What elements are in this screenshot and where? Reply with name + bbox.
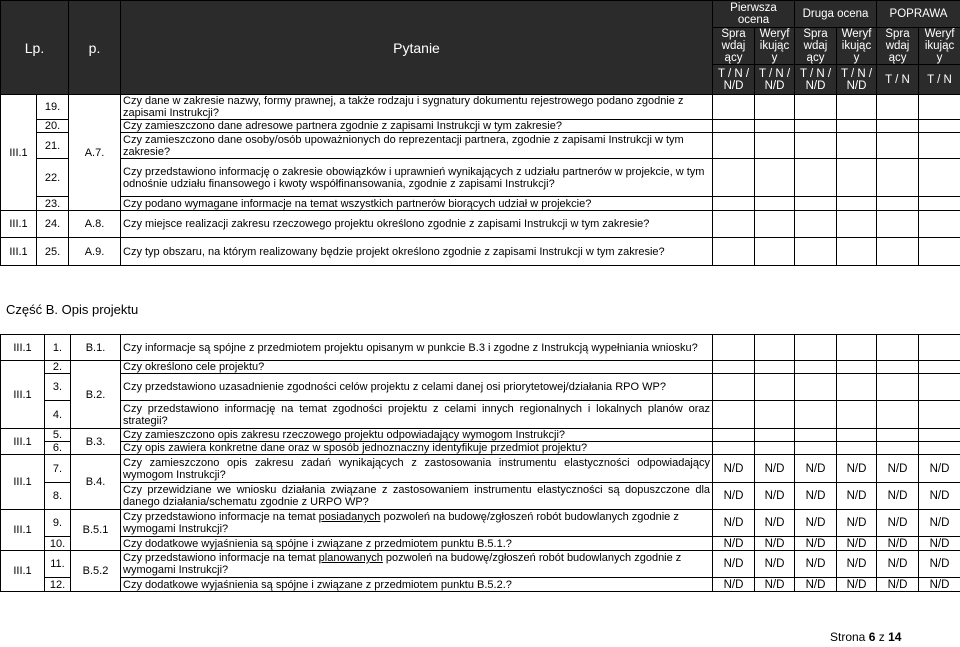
nd-value: N/D: [713, 537, 755, 551]
row-number: 19.: [37, 95, 69, 120]
row-number: 21.: [37, 133, 69, 159]
question-text: Czy przedstawiono informacje na temat planowanych pozwoleń na budowę/zgłoszeń robót budowlanych zgodnie z wymogami Instrukcji?: [121, 551, 713, 578]
row-number: 6.: [45, 442, 71, 455]
table-row: [1, 374, 960, 401]
page-number: Strona 6 z 14: [830, 630, 902, 644]
table-row: [1, 211, 960, 238]
nd-value: N/D: [755, 483, 795, 510]
table-row: [1, 133, 960, 159]
question-text: Czy opis zawiera konkretne dane oraz w sposób jednoznaczny identyfikuje przedmiot projektu?: [121, 442, 713, 455]
point-cell: A.7.: [69, 95, 121, 211]
point-cell: A.8.: [69, 211, 121, 238]
header-tn-nd-2: T / N / N/D: [755, 65, 795, 95]
nd-value: N/D: [795, 551, 837, 578]
table-row: [1, 483, 960, 510]
header-tn-nd-4: T / N / N/D: [837, 65, 877, 95]
nd-value: N/D: [877, 551, 919, 578]
header-tn-1: T / N: [877, 65, 919, 95]
group-cell: III.1: [1, 455, 45, 510]
nd-value: N/D: [795, 483, 837, 510]
header-verifier-2: Weryf ikując y: [837, 28, 877, 65]
section-title: Część B. Opis projektu: [6, 302, 139, 317]
point-cell: B.4.: [71, 455, 121, 510]
header-verifier-1: Weryf ikując y: [755, 28, 795, 65]
nd-value: N/D: [919, 483, 960, 510]
nd-value: N/D: [919, 510, 960, 537]
row-number: 4.: [45, 401, 71, 429]
header-second-rating: Druga ocena: [795, 1, 877, 28]
point-cell: B.2.: [71, 361, 121, 429]
point-cell: B.1.: [71, 335, 121, 361]
nd-value: N/D: [795, 455, 837, 483]
row-number: 20.: [37, 120, 69, 133]
row-number: 24.: [37, 211, 69, 238]
underlined-keyword: planowanych: [318, 552, 383, 564]
question-text: Czy dane w zakresie nazwy, formy prawnej, a także rodzaju i sygnatury dokumentu rejestrowego podano zgodnie z zapisami Instrukcji?: [121, 95, 713, 120]
nd-value: N/D: [795, 510, 837, 537]
nd-value: N/D: [877, 510, 919, 537]
row-number: 25.: [37, 238, 69, 266]
group-cell: III.1: [1, 95, 37, 211]
nd-value: N/D: [713, 551, 755, 578]
question-text: Czy dodatkowe wyjaśnienia są spójne i związane z przedmiotem punktu B.5.2.?: [121, 578, 713, 592]
nd-value: N/D: [713, 455, 755, 483]
row-number: 22.: [37, 159, 69, 197]
header-first-rating: Pierwsza ocena: [713, 1, 795, 28]
table-row: [1, 578, 960, 592]
table-row: [1, 95, 960, 120]
row-number: 2.: [45, 361, 71, 374]
question-text: Czy przewidziane we wniosku działania związane z zastosowaniem instrumentu elastyczności są dopuszczone dla danego działania/schematu zgodnie z URPO WP?: [121, 483, 713, 510]
table-row: [1, 159, 960, 197]
point-cell: A.9.: [69, 238, 121, 266]
table-row: [1, 120, 960, 133]
nd-value: N/D: [713, 578, 755, 592]
header-checker-1: Spra wdaj ący: [713, 28, 755, 65]
table-row: [1, 455, 960, 483]
nd-value: N/D: [755, 551, 795, 578]
header-tn-nd-1: T / N / N/D: [713, 65, 755, 95]
group-cell: III.1: [1, 361, 45, 429]
nd-value: N/D: [837, 578, 877, 592]
nd-value: N/D: [755, 537, 795, 551]
row-number: 9.: [45, 510, 71, 537]
nd-value: N/D: [837, 537, 877, 551]
nd-value: N/D: [795, 578, 837, 592]
group-cell: III.1: [1, 211, 37, 238]
group-cell: III.1: [1, 238, 37, 266]
row-number: 10.: [45, 537, 71, 551]
nd-value: N/D: [877, 537, 919, 551]
question-text: Czy zamieszczono opis zakresu rzeczowego projektu odpowiadający wymogom Instrukcji?: [121, 429, 713, 442]
checklist-table-a: [0, 0, 960, 266]
header-p: p.: [69, 1, 121, 95]
question-text: Czy miejsce realizacji zakresu rzeczowego projektu określono zgodnie z zapisami Instrukcji w tym zakresie?: [121, 211, 713, 238]
nd-value: N/D: [919, 578, 960, 592]
nd-value: N/D: [877, 455, 919, 483]
header-question: Pytanie: [121, 1, 713, 95]
table-row: [1, 197, 960, 211]
group-cell: III.1: [1, 335, 45, 361]
point-cell: B.5.1: [71, 510, 121, 551]
header-correction: POPRAWA: [877, 1, 960, 28]
header-checker-3: Spra wdaj ący: [877, 28, 919, 65]
table-row: [1, 401, 960, 429]
point-cell: B.3.: [71, 429, 121, 455]
row-number: 8.: [45, 483, 71, 510]
question-text: Czy dodatkowe wyjaśnienia są spójne i związane z przedmiotem punktu B.5.1.?: [121, 537, 713, 551]
nd-value: N/D: [837, 510, 877, 537]
question-text: Czy zamieszczono dane adresowe partnera zgodnie z zapisami Instrukcji w tym zakresie?: [121, 120, 713, 133]
question-text: Czy przedstawiono informacje na temat posiadanych pozwoleń na budowę/zgłoszeń robót budowlanych zgodnie z wymogami Instrukcji?: [121, 510, 713, 537]
group-cell: III.1: [1, 429, 45, 455]
nd-value: N/D: [877, 578, 919, 592]
nd-value: N/D: [877, 483, 919, 510]
question-text: Czy przedstawiono informację o zakresie obowiązków i uprawnień wynikających z udziału partnerów w projekcie, w tym odnośnie udziału finansowego i kwoty współfinansowania, zgodnie z zapisami Instrukcji?: [121, 159, 713, 197]
nd-value: N/D: [919, 551, 960, 578]
point-cell: B.5.2: [71, 551, 121, 592]
row-number: 1.: [45, 335, 71, 361]
nd-value: N/D: [919, 537, 960, 551]
table-row: [1, 510, 960, 537]
table-row: [1, 442, 960, 455]
current-page: 6: [868, 630, 876, 644]
nd-value: N/D: [713, 483, 755, 510]
total-pages: 14: [888, 630, 902, 644]
question-text: Czy zamieszczono opis zakresu zadań wynikających z zastosowania instrumentu elastyczności odpowiadający wymogom Instrukcji?: [121, 455, 713, 483]
table-row: [1, 238, 960, 266]
nd-value: N/D: [755, 455, 795, 483]
nd-value: N/D: [795, 537, 837, 551]
row-number: 3.: [45, 374, 71, 401]
nd-value: N/D: [755, 510, 795, 537]
table-row: [1, 429, 960, 442]
question-text: Czy informacje są spójne z przedmiotem projektu opisanym w punkcie B.3 i zgodne z Instrukcją wypełniania wniosku?: [121, 335, 713, 361]
group-cell: III.1: [1, 551, 45, 592]
group-cell: III.1: [1, 510, 45, 551]
question-text: Czy typ obszaru, na którym realizowany będzie projekt określono zgodnie z zapisami Instrukcji w tym zakresie?: [121, 238, 713, 266]
question-text: Czy przedstawiono uzasadnienie zgodności celów projektu z celami danej osi priorytetowej/działania RPO WP?: [121, 374, 713, 401]
checklist-table-b: [0, 334, 960, 592]
header-tn-2: T / N: [919, 65, 960, 95]
underlined-keyword: posiadanych: [318, 511, 381, 523]
table-row: [1, 537, 960, 551]
table-row: [1, 551, 960, 578]
question-text: Czy zamieszczono dane osoby/osób upoważnionych do reprezentacji partnera, zgodnie z zapisami Instrukcji w tym zakresie?: [121, 133, 713, 159]
row-number: 5.: [45, 429, 71, 442]
row-number: 23.: [37, 197, 69, 211]
nd-value: N/D: [837, 455, 877, 483]
header-tn-nd-3: T / N / N/D: [795, 65, 837, 95]
nd-value: N/D: [837, 551, 877, 578]
question-text: Czy przedstawiono informację na temat zgodności projektu z celami innych regionalnych i lokalnych planów oraz strategii?: [121, 401, 713, 429]
question-text: Czy określono cele projektu?: [121, 361, 713, 374]
nd-value: N/D: [919, 455, 960, 483]
nd-value: N/D: [837, 483, 877, 510]
header-verifier-3: Weryf ikując y: [919, 28, 960, 65]
row-number: 11.: [45, 551, 71, 578]
row-number: 7.: [45, 455, 71, 483]
question-text: Czy podano wymagane informacje na temat wszystkich partnerów biorących udział w projekcie?: [121, 197, 713, 211]
row-number: 12.: [45, 578, 71, 592]
nd-value: N/D: [755, 578, 795, 592]
header-checker-2: Spra wdaj ący: [795, 28, 837, 65]
table-row: [1, 335, 960, 361]
nd-value: N/D: [713, 510, 755, 537]
header-lp: Lp.: [1, 1, 69, 95]
table-row: [1, 361, 960, 374]
